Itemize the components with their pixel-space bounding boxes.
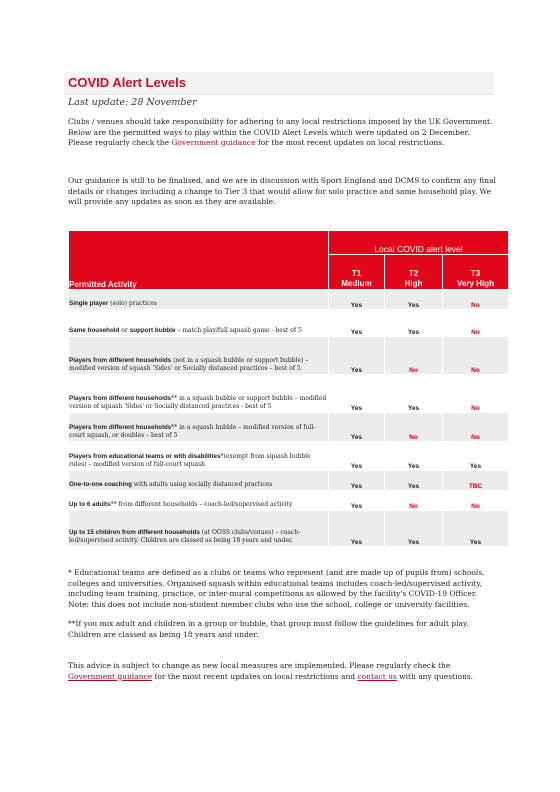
government-guidance-link-2[interactable]: Government guidance (68, 671, 153, 681)
activity-bold: Players from different households (69, 423, 172, 431)
tier-2-value: Yes (385, 442, 443, 471)
tier-3-value: No (443, 491, 509, 511)
table-row (69, 290, 509, 310)
tier-2-value: No (385, 337, 443, 375)
activity-bold: Players from different households (69, 394, 172, 402)
tier-3-value: No (443, 337, 509, 375)
tier-2-value: No (385, 491, 443, 511)
activity-cell (69, 511, 329, 547)
closing-text-before: This advice is subject to change as new local measures are implemented. Please regularly check the (68, 661, 451, 670)
tier-3-value: Yes (443, 511, 509, 547)
tier-2-value: Yes (385, 471, 443, 491)
tier-3-value: No (443, 310, 509, 337)
tier-2-value: Yes (385, 511, 443, 547)
footnote-educational-teams: * Educational teams are defined as a clubs or teams who represent (and are made up of pupils from) schools, colleges and universities. Organised squash within educational teams includes coach-led/supervised activity, including team training, practice, or inter-mural competitions as allowed by the facility's COVID-19 Officer. Note: this does not include non-student member clubs who use the school, college or university facilities. (68, 568, 485, 609)
tier-1-value: Yes (329, 337, 385, 375)
activity-cell (69, 471, 329, 491)
activity-bold: Up to 6 adults (69, 501, 111, 509)
intro-text-after: for the most recent updates on local restrictions. (255, 138, 445, 147)
activity-detail: ** in a squash bubble – modified version of full-court squash, or doubles – best of 5 (69, 423, 316, 440)
tier-1-value: Yes (329, 511, 385, 547)
activity-detail: ** in a squash bubble or support bubble – modified version of squash 'Sides' or Socially distanced practices - best of 5 (69, 394, 327, 411)
activity-detail: (not in a squash bubble or support bubble) – modified version of squash 'Sides' or Socially distanced practices – best of 5 (69, 356, 309, 373)
activity-detail: ** from different households – coach-led/supervised activity (110, 501, 293, 509)
tier-1-value: Yes (329, 310, 385, 337)
table-row (69, 337, 509, 375)
activity-cell (69, 310, 329, 337)
tier-3-value: No (443, 290, 509, 310)
table-row (69, 413, 509, 442)
activity-detail: (solo) practices (108, 300, 157, 308)
activity-bold: Players from educational teams or with disabilities (69, 452, 221, 460)
tier-header-t2: T2 High (385, 255, 443, 290)
tier-header-t1: T1 Medium (329, 255, 385, 290)
local-alert-level-header: Local COVID alert level (329, 231, 509, 255)
footnote-mixed-groups: **If you mix adult and children in a group or bubble, that group must follow the guidelines for adult play. Children are classed as being 18 years and under. (68, 619, 469, 639)
table-row (69, 491, 509, 511)
last-update: Last update: 28 November (68, 97, 197, 108)
activity-cell (69, 491, 329, 511)
government-guidance-link[interactable]: Government guidance (171, 138, 256, 147)
discussion-paragraph: Our guidance is still to be finalised, and we are in discussion with Sport England and DCMS to confirm any final details or changes including a change to Tier 3 that would allow for solo practice and same household play. We will provide any updates as soon as they are available. (68, 176, 496, 206)
activity-bold: Same household (69, 327, 120, 335)
permitted-activity-header: Permitted Activity (69, 231, 329, 290)
intro-text-before: Clubs / venues should take responsibility for adhering to any local restrictions imposed by the UK Government. Below are the permitted ways to play within the COVID Alert Levels which were updated on 2 December. Please regularly check the (68, 117, 493, 147)
closing-text-after: with any questions. (396, 671, 474, 681)
closing-paragraph (68, 661, 496, 682)
tier-3-value: No (443, 413, 509, 442)
closing-text-middle: for the most recent updates on local restrictions and (152, 671, 358, 681)
activity-cell (69, 337, 329, 375)
tier-1-value: Yes (329, 442, 385, 471)
tier-2-value: Yes (385, 375, 443, 413)
tier-3-value: Yes (443, 442, 509, 471)
activity-cell (69, 413, 329, 442)
activity-bold-2: support bubble (129, 327, 176, 335)
table-row (69, 471, 509, 491)
activity-cell (69, 290, 329, 310)
table-body (69, 290, 509, 547)
activity-bold: Single player (69, 300, 109, 308)
intro-paragraph (68, 117, 496, 149)
contact-us-link[interactable]: contact us (357, 671, 397, 681)
activity-detail: (at OOSS clubs/venues) – coach-led/supervised activity. Children are classed as being 18 years and under. (69, 528, 301, 545)
tier-1-value: Yes (329, 375, 385, 413)
tier-1-value: Yes (329, 413, 385, 442)
tier-3-value: No (443, 375, 509, 413)
tier-2-value: No (385, 413, 443, 442)
activity-cell (69, 375, 329, 413)
activity-detail: *(exempt from squash bubble rules) – modified version of full-court squash (69, 452, 311, 469)
alert-levels-table (68, 230, 509, 547)
activity-bold: One-to-one coaching (69, 481, 132, 489)
page-title: COVID Alert Levels (68, 75, 187, 90)
activity-detail: with adults using socially distanced practices (131, 481, 273, 489)
tier-header-t3: T3 Very High (443, 255, 509, 290)
tier-3-value: TBC (443, 471, 509, 491)
title-bar (64, 72, 494, 95)
tier-1-value: Yes (329, 491, 385, 511)
activity-bold: Players from different households (69, 356, 172, 364)
table-row (69, 442, 509, 471)
activity-detail-2: – match play/full squash game - best of 5 (175, 327, 302, 335)
activity-bold: Up to 15 children from different households (69, 528, 200, 536)
table-row (69, 511, 509, 547)
table-row (69, 375, 509, 413)
tier-2-value: Yes (385, 290, 443, 310)
tier-1-value: Yes (329, 290, 385, 310)
tier-2-value: Yes (385, 310, 443, 337)
activity-detail: or (119, 327, 130, 335)
tier-1-value: Yes (329, 471, 385, 491)
activity-cell (69, 442, 329, 471)
table-row (69, 310, 509, 337)
